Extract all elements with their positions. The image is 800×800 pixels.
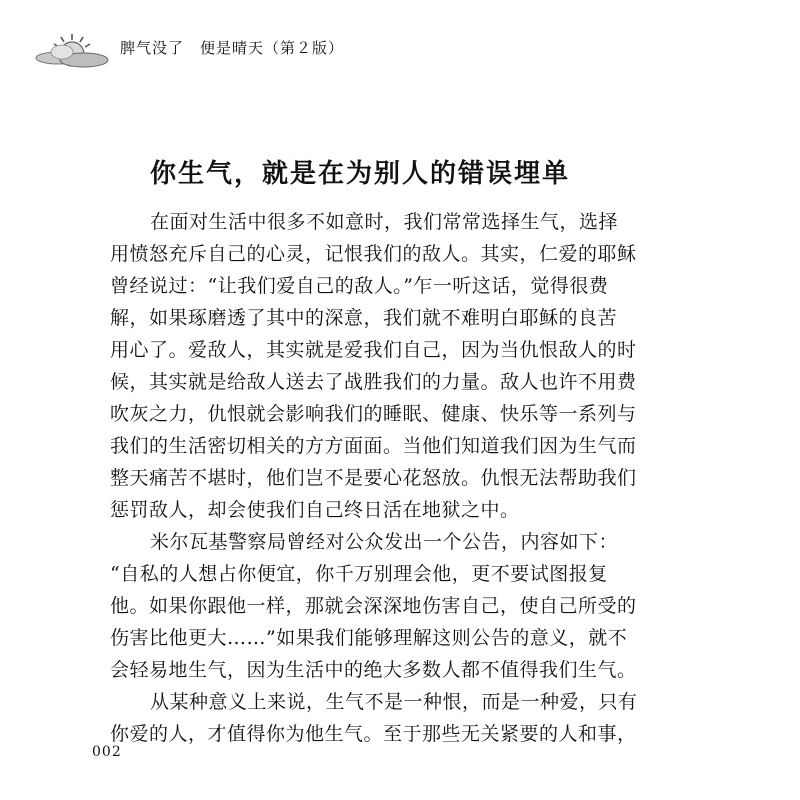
text-line: 伤害比他更大……”如果我们能够理解这则公告的意义，就不 bbox=[110, 627, 628, 649]
text-line: 他。如果你跟他一样，那就会深深地伤害自己，使自己所受的 bbox=[110, 595, 637, 617]
text-line: “自私的人想占你便宜，你千万别理会他，更不要试图报复 bbox=[110, 563, 608, 585]
running-title: 脾气没了 便是晴天（第２版） bbox=[120, 39, 345, 57]
text-line: 你爱的人，才值得你为他生气。至于那些无关紧要的人和事， bbox=[110, 723, 637, 745]
text-line: 我们的生活密切相关的方方面面。当他们知道我们因为生气而 bbox=[110, 435, 637, 457]
text-line: 在面对生活中很多不如意时，我们常常选择生气，选择 bbox=[150, 211, 619, 233]
text-line: 吹灰之力，仇恨就会影响我们的睡眠、健康、快乐等一系列与 bbox=[110, 403, 637, 425]
text-line: 惩罚敌人，却会使我们自己终日活在地狱之中。 bbox=[110, 499, 520, 521]
body-text bbox=[110, 206, 675, 750]
text-line: 用愤怒充斥自己的心灵，记恨我们的敌人。其实，仁爱的耶稣 bbox=[110, 243, 637, 265]
text-line: 用心了。爱敌人，其实就是爱我们自己，因为当仇恨敌人的时 bbox=[110, 339, 637, 361]
text-line: 米尔瓦基警察局曾经对公众发出一个公告，内容如下： bbox=[150, 531, 619, 553]
text-line: 曾经说过：“让我们爱自己的敌人。”乍一听这话，觉得很费 bbox=[110, 275, 609, 297]
text-line: 整天痛苦不堪时，他们岂不是要心花怒放。仇恨无法帮助我们 bbox=[110, 467, 637, 489]
text-line: 候，其实就是给敌人送去了战胜我们的力量。敌人也许不用费 bbox=[110, 371, 637, 393]
text-line: 从某种意义上来说，生气不是一种恨，而是一种爱，只有 bbox=[150, 691, 638, 713]
text-line: 解，如果琢磨透了其中的深意，我们就不难明白耶稣的良苦 bbox=[110, 307, 618, 329]
page-number: 002 bbox=[92, 744, 122, 760]
chapter-title: 你生气，就是在为别人的错误埋单 bbox=[150, 159, 571, 189]
sun-behind-cloud-icon bbox=[32, 30, 112, 70]
text-line: 会轻易地生气，因为生活中的绝大多数人都不值得我们生气。 bbox=[110, 659, 637, 681]
running-header bbox=[32, 30, 392, 70]
